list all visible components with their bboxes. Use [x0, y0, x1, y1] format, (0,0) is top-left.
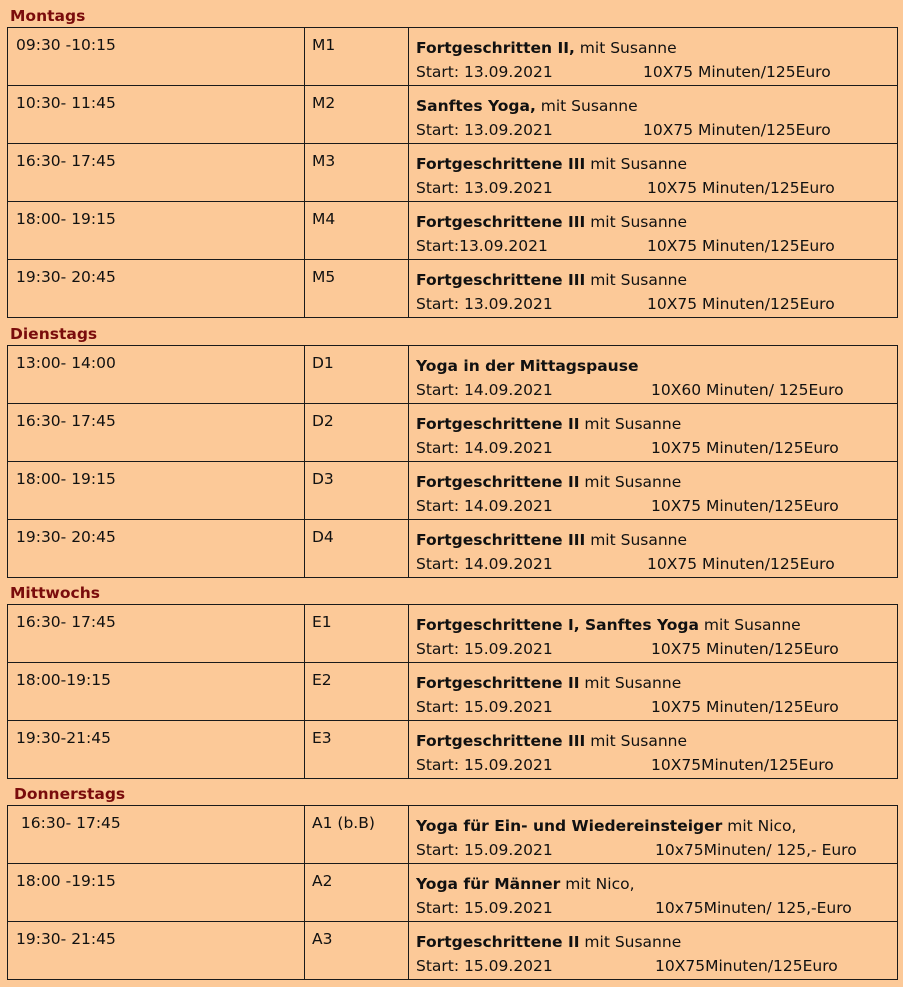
table-row [8, 663, 898, 721]
course-time: 13:00- 14:00 [16, 354, 116, 372]
course-details-line [416, 234, 897, 258]
code-cell [305, 806, 409, 864]
course-instructor: mit Susanne [574, 39, 677, 57]
course-details-line [416, 552, 897, 576]
course-details-line [416, 60, 897, 84]
table-row [8, 404, 898, 462]
course-start-date: Start: 15.09.2021 [416, 756, 553, 774]
course-code: E3 [312, 729, 332, 747]
time-cell [8, 346, 305, 404]
course-title-line [416, 470, 897, 494]
code-cell [305, 404, 409, 462]
course-title-line [416, 36, 897, 60]
course-time: 19:30- 20:45 [16, 528, 116, 546]
course-price: 10X60 Minuten/ 125Euro [651, 381, 844, 399]
code-cell [305, 864, 409, 922]
course-title-line [416, 671, 897, 695]
course-instructor: mit Susanne [585, 531, 688, 549]
course-code: A3 [312, 930, 333, 948]
course-code: E2 [312, 671, 332, 689]
description-cell [409, 663, 898, 721]
course-start-date: Start: 15.09.2021 [416, 841, 553, 859]
description-cell [409, 922, 898, 980]
course-title-line [416, 729, 897, 753]
course-code: A2 [312, 872, 333, 890]
code-cell [305, 346, 409, 404]
table-row [8, 864, 898, 922]
code-cell [305, 922, 409, 980]
course-price: 10X75 Minuten/125Euro [647, 179, 835, 197]
code-cell [305, 260, 409, 318]
course-title: Sanftes Yoga, [416, 97, 536, 115]
code-cell [305, 605, 409, 663]
time-cell [8, 404, 305, 462]
description-cell [409, 86, 898, 144]
course-start-date: Start: 15.09.2021 [416, 899, 553, 917]
code-cell [305, 520, 409, 578]
course-start-date: Start: 13.09.2021 [416, 295, 553, 313]
course-start-date: Start: 13.09.2021 [416, 121, 553, 139]
description-cell [409, 520, 898, 578]
course-code: M3 [312, 152, 336, 170]
time-cell [8, 28, 305, 86]
time-cell [8, 605, 305, 663]
course-start-date: Start: 13.09.2021 [416, 63, 553, 81]
course-code: M4 [312, 210, 336, 228]
course-instructor: mit Susanne [579, 933, 682, 951]
course-details-line [416, 695, 897, 719]
course-title: Yoga in der Mittagspause [416, 357, 639, 375]
course-details-line [416, 436, 897, 460]
course-title-line [416, 210, 897, 234]
description-cell [409, 462, 898, 520]
course-price: 10X75 Minuten/125Euro [647, 555, 835, 573]
course-title: Fortgeschrittene III [416, 732, 586, 750]
course-code: D2 [312, 412, 334, 430]
table-row [8, 144, 898, 202]
code-cell [305, 86, 409, 144]
course-code: M5 [312, 268, 336, 286]
table-row [8, 721, 898, 779]
course-details-line [416, 378, 897, 402]
description-cell [409, 144, 898, 202]
table-row [8, 260, 898, 318]
course-instructor: mit Susanne [579, 473, 682, 491]
time-cell [8, 721, 305, 779]
course-title-line [416, 268, 897, 292]
course-price: 10X75 Minuten/125Euro [643, 121, 831, 139]
course-instructor: mit Susanne [585, 155, 688, 173]
course-title-line [416, 354, 897, 378]
course-time: 18:00 -19:15 [16, 872, 116, 890]
description-cell [409, 260, 898, 318]
code-cell [305, 663, 409, 721]
code-cell [305, 462, 409, 520]
course-details-line [416, 838, 897, 862]
course-instructor: mit Susanne [535, 97, 638, 115]
course-code: D3 [312, 470, 334, 488]
table-row [8, 346, 898, 404]
schedule-table-donnerstags [7, 805, 898, 980]
course-details-line [416, 292, 897, 316]
course-start-date: Start: 14.09.2021 [416, 439, 553, 457]
schedule-table-mittwochs [7, 604, 898, 779]
description-cell [409, 806, 898, 864]
course-code: D1 [312, 354, 334, 372]
course-instructor: mit Nico, [560, 875, 635, 893]
course-instructor: mit Susanne [585, 271, 688, 289]
course-start-date: Start: 14.09.2021 [416, 555, 553, 573]
course-title: Fortgeschritten II, [416, 39, 575, 57]
course-details-line [416, 954, 897, 978]
course-time: 19:30- 21:45 [16, 930, 116, 948]
time-cell [8, 663, 305, 721]
table-row [8, 28, 898, 86]
day-heading-donnerstags: Donnerstags [14, 785, 126, 803]
time-cell [8, 144, 305, 202]
course-price: 10X75 Minuten/125Euro [647, 237, 835, 255]
table-row [8, 922, 898, 980]
table-row [8, 86, 898, 144]
course-time: 16:30- 17:45 [16, 152, 116, 170]
course-start-date: Start: 14.09.2021 [416, 497, 553, 515]
course-title-line [416, 613, 897, 637]
course-title-line [416, 528, 897, 552]
time-cell [8, 520, 305, 578]
table-row [8, 202, 898, 260]
course-details-line [416, 494, 897, 518]
description-cell [409, 346, 898, 404]
course-instructor: mit Susanne [585, 732, 688, 750]
course-title: Fortgeschrittene III [416, 271, 586, 289]
course-time: 18:00-19:15 [16, 671, 111, 689]
course-time: 16:30- 17:45 [16, 412, 116, 430]
table-row [8, 605, 898, 663]
time-cell [8, 922, 305, 980]
time-cell [8, 806, 305, 864]
course-title-line [416, 930, 897, 954]
course-instructor: mit Susanne [579, 674, 682, 692]
course-title-line [416, 152, 897, 176]
course-instructor: mit Susanne [579, 415, 682, 433]
course-start-date: Start: 15.09.2021 [416, 957, 553, 975]
course-code: M2 [312, 94, 336, 112]
course-title: Fortgeschrittene II [416, 933, 580, 951]
course-code: E1 [312, 613, 332, 631]
code-cell [305, 721, 409, 779]
course-details-line [416, 896, 897, 920]
course-title: Fortgeschrittene III [416, 531, 586, 549]
table-row [8, 806, 898, 864]
course-time: 16:30- 17:45 [16, 814, 121, 832]
course-title: Yoga für Ein- und Wiedereinsteiger [416, 817, 723, 835]
course-code: D4 [312, 528, 334, 546]
table-row [8, 462, 898, 520]
table-row [8, 520, 898, 578]
course-title-line [416, 412, 897, 436]
time-cell [8, 260, 305, 318]
time-cell [8, 86, 305, 144]
course-title: Fortgeschrittene II [416, 473, 580, 491]
code-cell [305, 144, 409, 202]
course-time: 09:30 -10:15 [16, 36, 116, 54]
course-price: 10x75Minuten/ 125,-Euro [655, 899, 852, 917]
code-cell [305, 202, 409, 260]
course-instructor: mit Susanne [698, 616, 801, 634]
course-price: 10X75 Minuten/125Euro [647, 295, 835, 313]
course-start-date: Start: 13.09.2021 [416, 179, 553, 197]
course-details-line [416, 118, 897, 142]
course-details-line [416, 176, 897, 200]
time-cell [8, 462, 305, 520]
schedule-table-montags [7, 27, 898, 318]
course-time: 18:00- 19:15 [16, 470, 116, 488]
course-price: 10X75 Minuten/125Euro [643, 63, 831, 81]
course-price: 10X75Minuten/125Euro [655, 957, 838, 975]
schedule-table-dienstags [7, 345, 898, 578]
course-time: 10:30- 11:45 [16, 94, 116, 112]
time-cell [8, 202, 305, 260]
course-details-line [416, 753, 897, 777]
course-code: A1 (b.B) [312, 814, 375, 832]
code-cell [305, 28, 409, 86]
course-time: 16:30- 17:45 [16, 613, 116, 631]
course-time: 18:00- 19:15 [16, 210, 116, 228]
day-heading-dienstags: Dienstags [10, 325, 98, 343]
course-details-line [416, 637, 897, 661]
course-title-line [416, 872, 897, 896]
course-title: Fortgeschrittene II [416, 674, 580, 692]
description-cell [409, 404, 898, 462]
course-price: 10x75Minuten/ 125,- Euro [655, 841, 857, 859]
course-start-date: Start: 15.09.2021 [416, 698, 553, 716]
course-price: 10X75 Minuten/125Euro [651, 497, 839, 515]
description-cell [409, 202, 898, 260]
course-price: 10X75 Minuten/125Euro [651, 698, 839, 716]
description-cell [409, 28, 898, 86]
course-start-date: Start: 14.09.2021 [416, 381, 553, 399]
course-title-line [416, 814, 897, 838]
time-cell [8, 864, 305, 922]
description-cell [409, 721, 898, 779]
day-heading-mittwochs: Mittwochs [10, 584, 100, 602]
course-start-date: Start:13.09.2021 [416, 237, 548, 255]
course-instructor: mit Nico, [722, 817, 797, 835]
course-price: 10X75 Minuten/125Euro [651, 640, 839, 658]
description-cell [409, 864, 898, 922]
course-price: 10X75Minuten/125Euro [651, 756, 834, 774]
course-time: 19:30-21:45 [16, 729, 111, 747]
course-title: Yoga für Männer [416, 875, 561, 893]
course-time: 19:30- 20:45 [16, 268, 116, 286]
course-start-date: Start: 15.09.2021 [416, 640, 553, 658]
description-cell [409, 605, 898, 663]
day-heading-montags: Montags [10, 7, 86, 25]
course-instructor: mit Susanne [585, 213, 688, 231]
course-title: Fortgeschrittene I, Sanftes Yoga [416, 616, 699, 634]
course-title: Fortgeschrittene III [416, 213, 586, 231]
course-title-line [416, 94, 897, 118]
course-price: 10X75 Minuten/125Euro [651, 439, 839, 457]
course-title: Fortgeschrittene II [416, 415, 580, 433]
course-code: M1 [312, 36, 336, 54]
course-title: Fortgeschrittene III [416, 155, 586, 173]
